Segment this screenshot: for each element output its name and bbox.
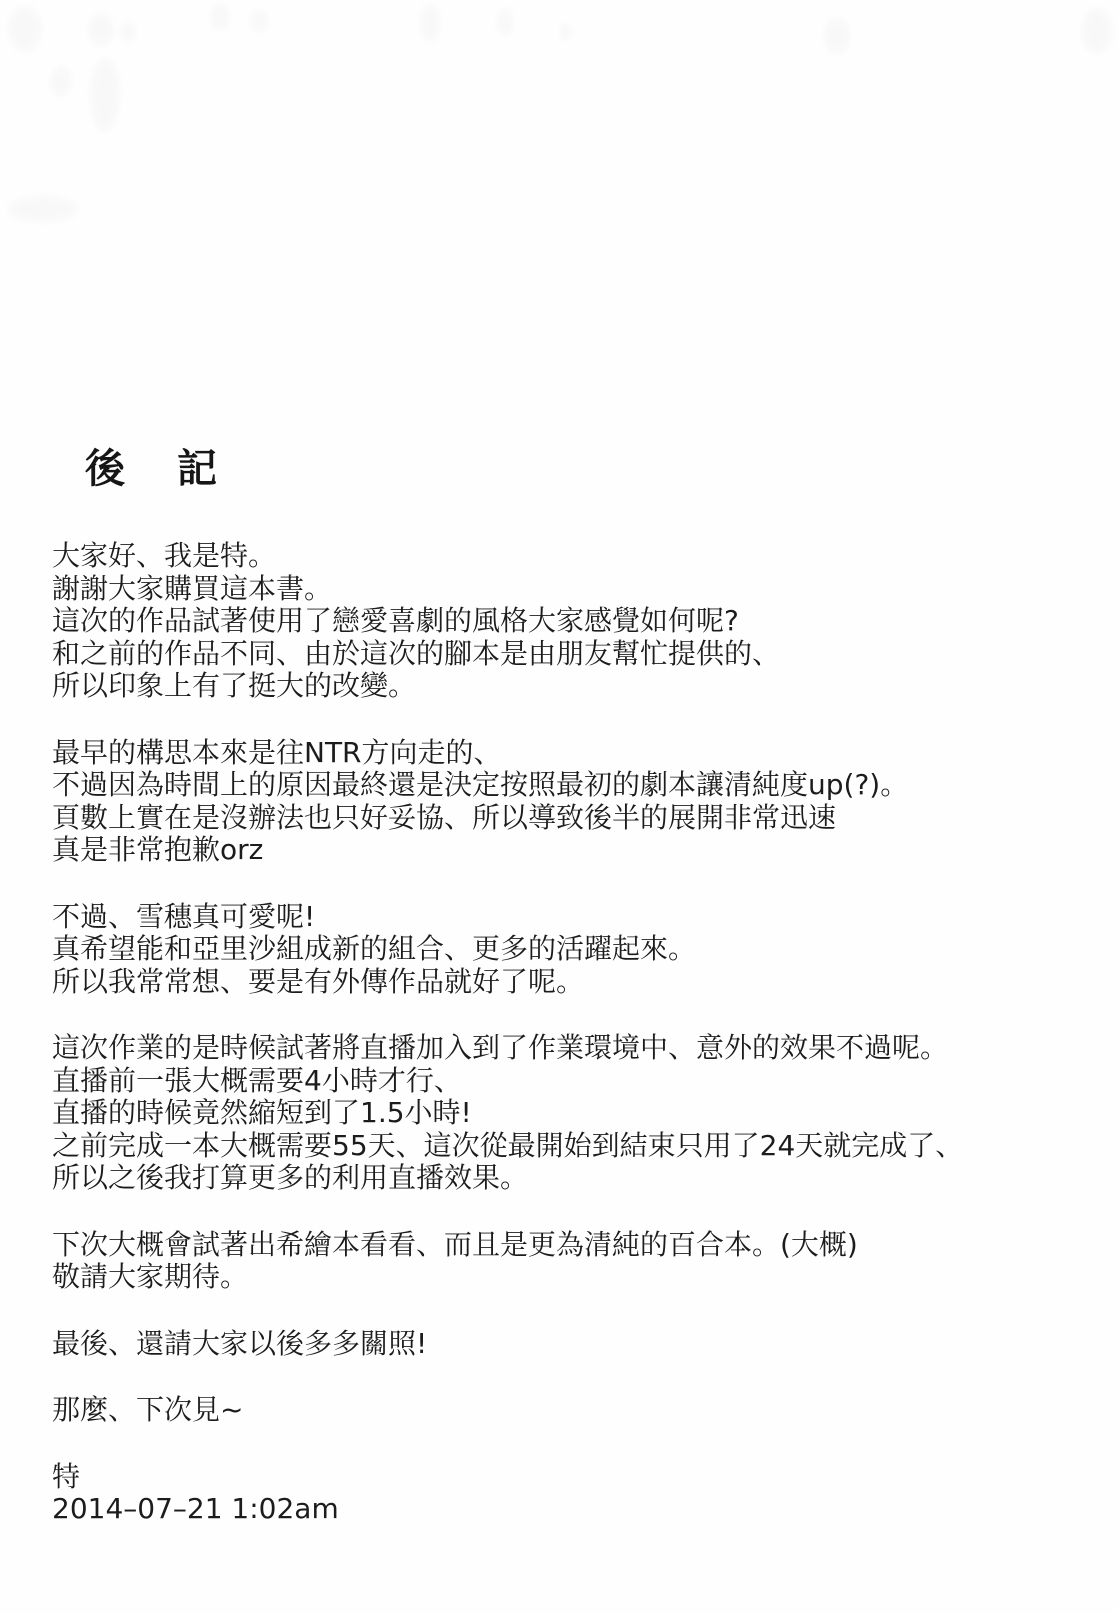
signature-name: 特 (52, 1459, 81, 1493)
page-title (85, 446, 217, 492)
scan-artifact (120, 22, 136, 42)
paragraph (52, 1394, 1072, 1427)
paragraph (52, 1328, 1072, 1361)
text-line: 謝謝大家購買這本書。 (52, 571, 333, 605)
scan-artifact (88, 14, 114, 46)
scan-artifact (8, 6, 42, 52)
signature-datetime: 2014–07–21 1:02am (52, 1492, 339, 1525)
text-line: 這次的作品試著使用了戀愛喜劇的風格大家感覺如何呢? (52, 604, 739, 637)
scan-artifact (420, 4, 440, 42)
paragraph (52, 1032, 1072, 1195)
scan-artifact (824, 18, 850, 54)
text-line: 所以印象上有了挺大的改變。 (52, 669, 417, 702)
scan-artifact (90, 58, 120, 132)
scan-artifact (497, 8, 513, 36)
scan-artifact (1082, 8, 1112, 54)
scan-artifact (560, 24, 572, 40)
text-line: 直播前一張大概需要4小時才行、 (52, 1063, 462, 1097)
scan-artifact (250, 10, 268, 32)
text-line: 所以之後我打算更多的利用直播效果。 (52, 1161, 529, 1194)
text-line: 不過、雪穗真可愛呢! (52, 899, 316, 933)
text-line: 最後、還請大家以後多多關照! (52, 1326, 428, 1360)
text-line: 頁數上實在是沒辦法也只好妥協、所以導致後半的展開非常迅速 (52, 800, 837, 834)
text-line: 真希望能和亞里沙組成新的組合、更多的活躍起來。 (52, 932, 697, 965)
paragraph (52, 1229, 1072, 1294)
paragraph (52, 540, 1072, 703)
text-line: 大家好、我是特。 (52, 539, 277, 572)
text-line: 和之前的作品不同、由於這次的腳本是由朋友幫忙提供的、 (52, 636, 781, 670)
signature-block (52, 1461, 1072, 1526)
afterword-body (52, 540, 1072, 1526)
scan-artifact (210, 4, 230, 30)
scan-artifact (8, 196, 78, 222)
text-line: 所以我常常想、要是有外傳作品就好了呢。 (52, 964, 585, 998)
title-char-left: 後 (85, 446, 125, 492)
paragraph (52, 737, 1072, 867)
text-line: 最早的構思本來是往NTR方向走的、 (52, 735, 502, 769)
text-line: 直播的時候竟然縮短到了1.5小時! (52, 1096, 472, 1129)
paragraph (52, 901, 1072, 999)
text-line: 這次作業的是時候試著將直播加入到了作業環境中、意外的效果不過呢。 (52, 1031, 949, 1064)
text-line: 敬請大家期待。 (52, 1260, 249, 1293)
title-char-right: 記 (177, 446, 217, 492)
scan-artifact (50, 66, 72, 96)
text-line: 真是非常抱歉orz (52, 833, 264, 866)
text-line: 那麼、下次見~ (52, 1393, 244, 1426)
text-line: 下次大概會試著出希繪本看看、而且是更為清純的百合本。(大概) (52, 1227, 858, 1261)
text-line: 不過因為時間上的原因最終還是決定按照最初的劇本讓清純度up(?)。 (52, 768, 909, 801)
text-line: 之前完成一本大概需要55天、這次從最開始到結束只用了24天就完成了、 (52, 1128, 964, 1162)
